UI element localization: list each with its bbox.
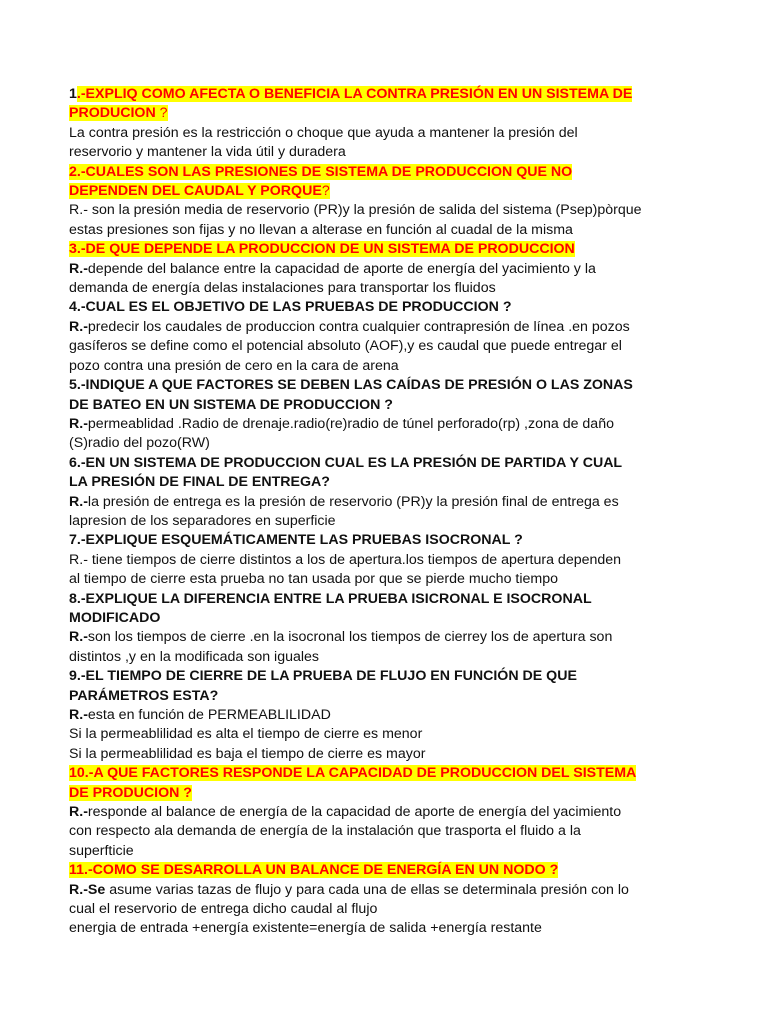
answer-11 <box>69 881 708 939</box>
answer-1 <box>69 124 708 163</box>
qa-item-3 <box>69 240 708 298</box>
question-text: DE BATEO EN UN SISTEMA DE PRODUCCION ? <box>69 396 393 413</box>
question-tail: ? <box>155 105 168 122</box>
qa-item-4 <box>69 298 708 376</box>
question-text: DE PRODUCION ? <box>69 784 192 801</box>
answer-line: lapresion de los separadores en superficie <box>69 512 336 529</box>
answer-line: La contra presión es la restricción o choque que ayuda a mantener la presión del <box>69 124 578 141</box>
qa-item-7 <box>69 531 708 589</box>
question-9 <box>69 667 708 706</box>
question-1 <box>69 85 708 124</box>
answer-7 <box>69 551 708 590</box>
question-4 <box>69 298 708 317</box>
question-text: 11.-COMO SE DESARROLLA UN BALANCE DE ENERGÍA EN UN NODO ? <box>69 862 559 879</box>
answer-line: energia de entrada +energía existente=energía de salida +energía restante <box>69 920 542 937</box>
qa-item-11 <box>69 861 708 939</box>
question-text: 6.-EN UN SISTEMA DE PRODUCCION CUAL ES LA PRESIÓN DE PARTIDA Y CUAL <box>69 454 623 471</box>
answer-prefix: R.- <box>69 493 88 510</box>
question-text: 4.-CUAL ES EL OBJETIVO DE LAS PRUEBAS DE PRODUCCION ? <box>69 299 512 316</box>
answer-3 <box>69 260 708 299</box>
answer-prefix: R.- <box>69 707 88 723</box>
answer-line: Si la permeablilidad es alta el tiempo de cierre es menor <box>69 726 423 743</box>
question-text: 7.-EXPLIQUE ESQUEMÁTICAMENTE LAS PRUEBAS ISOCRONAL ? <box>69 532 523 549</box>
answer-line: son los tiempos de cierre .en la isocronal los tiempos de cierrey los de apertura son <box>87 629 613 646</box>
qa-item-8 <box>69 590 708 668</box>
answer-line: reservorio y mantener la vida útil y duradera <box>69 144 346 161</box>
qa-item-5 <box>69 376 708 454</box>
answer-prefix: R.- <box>69 260 88 277</box>
question-6 <box>69 454 708 493</box>
question-text: MODIFICADO <box>69 609 161 626</box>
question-text: PRODUCION <box>69 105 156 122</box>
answer-prefix: R.-Se <box>69 881 106 898</box>
answer-line: responde al balance de energía de la capacidad de aporte de energía del yacimiento <box>87 804 622 821</box>
question-11 <box>69 861 708 880</box>
answer-prefix: R.- <box>69 318 88 335</box>
answer-line: al tiempo de cierre esta prueba no tan usada por que se pierde mucho tiempo <box>69 571 558 588</box>
question-text: .-EXPLIQ COMO AFECTA O BENEFICIA LA CONTRA PRESIÓN EN UN SISTEMA DE <box>76 86 633 102</box>
answer-8 <box>69 628 708 667</box>
question-5 <box>69 376 708 415</box>
qa-item-9 <box>69 667 708 764</box>
answer-line: la presión de entrega es la presión de reservorio (PR)y la presión final de entrega es <box>87 493 619 510</box>
answer-line: estas presiones son fijas y no llevan a alterase en función al cuadal de la misma <box>69 221 573 238</box>
answer-line: R.- son la presión media de reservorio (PR)y la presión de salida del sistema (Psep)pòrque <box>69 202 642 219</box>
question-tail: ? <box>321 183 330 200</box>
qa-item-1 <box>69 85 708 163</box>
question-text: LA PRESIÓN DE FINAL DE ENTREGA? <box>69 474 330 491</box>
answer-line: R.- tiene tiempos de cierre distintos a los de apertura.los tiempos de apertura dependen <box>69 551 622 568</box>
answer-10 <box>69 803 708 861</box>
answer-line: esta en función de PERMEABLILIDAD <box>87 707 331 723</box>
answer-prefix: R.- <box>69 629 88 646</box>
question-text: PARÁMETROS ESTA? <box>69 687 219 704</box>
answer-prefix: R.- <box>69 415 88 432</box>
answer-4 <box>69 318 708 376</box>
answer-prefix: R.- <box>69 804 88 821</box>
question-7 <box>69 531 708 550</box>
qa-item-10 <box>69 764 708 861</box>
question-text: DEPENDEN DEL CAUDAL Y PORQUE <box>69 183 322 200</box>
answer-line: predecir los caudales de produccion contra cualquier contrapresión de línea .en pozos <box>87 318 630 335</box>
question-10 <box>69 764 708 803</box>
answer-5 <box>69 415 708 454</box>
answer-line: (S)radio del pozo(RW) <box>69 435 210 452</box>
answer-line: cual el reservorio de entrega dicho caudal al flujo <box>69 901 378 918</box>
answer-line: distintos ,y en la modificada son iguales <box>69 648 319 665</box>
answer-9 <box>69 706 708 764</box>
answer-line: con respecto ala demanda de energía de la instalación que trasporta el fluido a la <box>69 823 581 840</box>
answer-line: Si la permeablilidad es baja el tiempo de cierre es mayor <box>69 745 426 762</box>
question-text: 9.-EL TIEMPO DE CIERRE DE LA PRUEBA DE FLUJO EN FUNCIÓN DE QUE <box>69 668 577 685</box>
answer-2 <box>69 201 708 240</box>
question-8 <box>69 590 708 629</box>
answer-line: demanda de energía delas instalaciones para transportar los fluidos <box>69 280 496 297</box>
question-2 <box>69 163 708 202</box>
question-text: 10.-A QUE FACTORES RESPONDE LA CAPACIDAD DE PRODUCCION DEL SISTEMA <box>69 765 637 782</box>
answer-line: depende del balance entre la capacidad de aporte de energía del yacimiento y la <box>87 260 596 277</box>
answer-line: permeablidad .Radio de drenaje.radio(re)radio de túnel perforado(rp) ,zona de daño <box>87 415 614 432</box>
answer-line: pozo contra una presión de cero en la cara de arena <box>69 357 399 374</box>
question-3 <box>69 240 708 259</box>
question-text: 5.-INDIQUE A QUE FACTORES SE DEBEN LAS CAÍDAS DE PRESIÓN O LAS ZONAS <box>69 377 633 394</box>
question-text: 3.-DE QUE DEPENDE LA PRODUCCION DE UN SISTEMA DE PRODUCCION <box>69 241 575 258</box>
question-number: 1 <box>69 86 77 102</box>
qa-item-6 <box>69 454 708 532</box>
answer-line: gasíferos se define como el potencial absoluto (AOF),y es caudal que puede entregar el <box>69 338 622 355</box>
question-text: 8.-EXPLIQUE LA DIFERENCIA ENTRE LA PRUEBA ISICRONAL E ISOCRONAL <box>69 590 592 607</box>
answer-6 <box>69 493 708 532</box>
answer-line: asume varias tazas de flujo y para cada una de ellas se determinala presión con lo <box>105 881 629 898</box>
answer-line: superfticie <box>69 842 134 859</box>
question-text: 2.-CUALES SON LAS PRESIONES DE SISTEMA DE PRODUCCION QUE NO <box>69 163 573 180</box>
qa-item-2 <box>69 163 708 241</box>
